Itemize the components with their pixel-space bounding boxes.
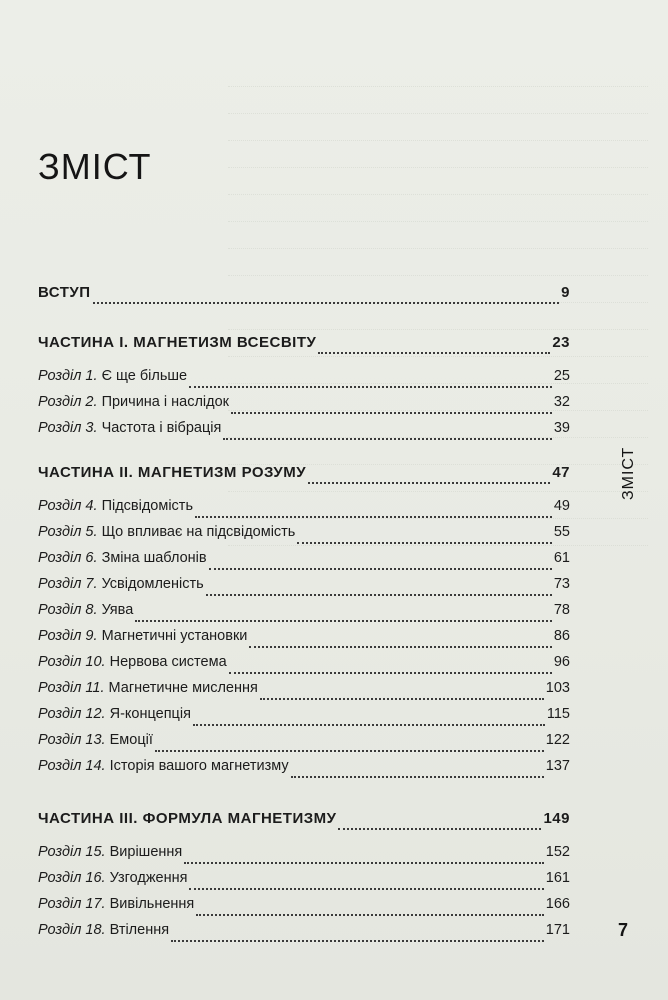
dot-leader	[231, 398, 552, 414]
entry-title: Є ще більше	[101, 368, 188, 384]
entry-page-number: 78	[553, 602, 570, 618]
entry-page-number: 23	[552, 334, 570, 351]
dot-leader	[338, 814, 541, 830]
entry-title: Магнетичне мислення	[108, 680, 258, 696]
entry-title: Історія вашого магнетизму	[109, 758, 289, 774]
dot-leader	[206, 580, 552, 596]
chapter-prefix: Розділ 17.	[38, 896, 106, 912]
toc-chapter-entry	[38, 922, 570, 946]
entry-title: ВСТУП	[38, 284, 91, 301]
dot-leader	[260, 684, 544, 700]
toc-entry-label	[38, 870, 187, 886]
entry-page-number: 115	[546, 706, 570, 722]
entry-page-number: 171	[545, 922, 570, 938]
toc-chapter-entry	[38, 844, 570, 868]
toc-chapter-entry	[38, 576, 570, 600]
toc-chapter-entry	[38, 368, 570, 392]
entry-page-number: 161	[545, 870, 570, 886]
page-title: ЗМІСТ	[38, 146, 152, 187]
entry-page-number: 96	[553, 654, 570, 670]
toc-entry-label	[38, 844, 182, 860]
dot-leader	[195, 502, 552, 518]
dot-leader	[196, 900, 544, 916]
entry-page-number: 166	[545, 896, 570, 912]
entry-title: Що впливає на підсвідомість	[101, 524, 296, 540]
dot-leader	[229, 658, 552, 674]
toc-chapter-entry	[38, 680, 570, 704]
chapter-prefix: Розділ 3.	[38, 420, 98, 436]
entry-page-number: 49	[553, 498, 570, 514]
entry-title: ЧАСТИНА ІІ. МАГНЕТИЗМ РОЗУМУ	[38, 464, 307, 481]
toc-chapter-entry	[38, 498, 570, 522]
entry-page-number: 122	[545, 732, 570, 748]
chapter-prefix: Розділ 18.	[38, 922, 106, 938]
entry-title: Частота і вібрація	[101, 420, 222, 436]
entry-title: Я-концепція	[109, 706, 191, 722]
chapter-prefix: Розділ 1.	[38, 368, 98, 384]
chapter-prefix: Розділ 2.	[38, 394, 98, 410]
entry-page-number: 9	[561, 284, 570, 301]
toc-entry-label	[38, 758, 289, 774]
dot-leader	[223, 424, 552, 440]
toc-entry-label	[38, 628, 247, 644]
entry-title: Усвідомленість	[101, 576, 204, 592]
toc-entry-label	[38, 732, 153, 748]
dot-leader	[189, 372, 552, 388]
toc-entry-label	[38, 284, 91, 301]
entry-page-number: 39	[553, 420, 570, 436]
entry-page-number: 47	[552, 464, 570, 481]
chapter-prefix: Розділ 7.	[38, 576, 98, 592]
toc-chapter-entry	[38, 628, 570, 652]
chapter-prefix: Розділ 8.	[38, 602, 98, 618]
dot-leader	[93, 288, 560, 304]
dot-leader	[291, 762, 544, 778]
dot-leader	[209, 554, 552, 570]
toc-chapter-entry	[38, 394, 570, 418]
entry-title: Емоції	[109, 732, 153, 748]
toc-part-entry	[38, 334, 570, 358]
entry-title: Магнетичні установки	[101, 628, 248, 644]
toc-entry-label	[38, 464, 306, 481]
toc-entry-label	[38, 550, 207, 566]
toc-chapter-entry	[38, 524, 570, 548]
toc-entry-label	[38, 602, 133, 618]
entry-page-number: 73	[553, 576, 570, 592]
chapter-prefix: Розділ 12.	[38, 706, 106, 722]
toc-entry-label	[38, 810, 336, 827]
entry-title: Зміна шаблонів	[101, 550, 207, 566]
toc-entry-label	[38, 706, 191, 722]
dot-leader	[189, 874, 543, 890]
entry-title: Вирішення	[109, 844, 183, 860]
chapter-prefix: Розділ 6.	[38, 550, 98, 566]
dot-leader	[249, 632, 551, 648]
toc-entry-label	[38, 498, 193, 514]
entry-page-number: 149	[543, 810, 570, 827]
toc-entry-label	[38, 896, 194, 912]
toc-part-entry	[38, 810, 570, 834]
chapter-prefix: Розділ 15.	[38, 844, 106, 860]
toc-chapter-entry	[38, 550, 570, 574]
toc-part-entry	[38, 464, 570, 488]
toc-part-entry	[38, 284, 570, 308]
toc-entry-label	[38, 654, 227, 670]
entry-page-number: 25	[553, 368, 570, 384]
dot-leader	[171, 926, 544, 942]
toc-entry-label	[38, 524, 295, 540]
dot-leader	[318, 338, 550, 354]
dot-leader	[193, 710, 545, 726]
toc-entry-label	[38, 334, 316, 351]
entry-page-number: 103	[545, 680, 570, 696]
running-head-vertical: ЗМІСТ	[620, 446, 637, 500]
toc-chapter-entry	[38, 870, 570, 894]
entry-title: Уява	[101, 602, 134, 618]
toc-entry-label	[38, 576, 204, 592]
entry-page-number: 32	[553, 394, 570, 410]
chapter-prefix: Розділ 10.	[38, 654, 106, 670]
toc-chapter-entry	[38, 706, 570, 730]
page-number: 7	[618, 920, 629, 940]
chapter-prefix: Розділ 11.	[38, 680, 105, 696]
toc-entry-label	[38, 394, 229, 410]
toc-chapter-entry	[38, 758, 570, 782]
dot-leader	[155, 736, 544, 752]
entry-title: Підсвідомість	[101, 498, 194, 514]
entry-page-number: 55	[553, 524, 570, 540]
chapter-prefix: Розділ 9.	[38, 628, 98, 644]
entry-page-number: 86	[553, 628, 570, 644]
toc-chapter-entry	[38, 602, 570, 626]
dot-leader	[297, 528, 551, 544]
entry-page-number: 61	[553, 550, 570, 566]
dot-leader	[135, 606, 552, 622]
chapter-prefix: Розділ 5.	[38, 524, 98, 540]
entry-title: Втілення	[109, 922, 170, 938]
toc-entry-label	[38, 680, 258, 696]
toc-entry-label	[38, 922, 169, 938]
entry-title: Нервова система	[109, 654, 227, 670]
toc-chapter-entry	[38, 732, 570, 756]
entry-title: Причина і наслідок	[101, 394, 230, 410]
entry-page-number: 137	[545, 758, 570, 774]
entry-title: Вивільнення	[109, 896, 195, 912]
chapter-prefix: Розділ 13.	[38, 732, 106, 748]
entry-title: ЧАСТИНА ІІІ. ФОРМУЛА МАГНЕТИЗМУ	[38, 810, 337, 827]
toc-entry-label	[38, 420, 221, 436]
entry-page-number: 152	[545, 844, 570, 860]
chapter-prefix: Розділ 4.	[38, 498, 98, 514]
dot-leader	[184, 848, 544, 864]
chapter-prefix: Розділ 14.	[38, 758, 106, 774]
entry-title: Узгодження	[109, 870, 188, 886]
toc-chapter-entry	[38, 420, 570, 444]
toc-chapter-entry	[38, 654, 570, 678]
entry-title: ЧАСТИНА І. МАГНЕТИЗМ ВСЕСВІТУ	[38, 334, 317, 351]
dot-leader	[308, 468, 550, 484]
chapter-prefix: Розділ 16.	[38, 870, 106, 886]
toc-chapter-entry	[38, 896, 570, 920]
toc-entry-label	[38, 368, 187, 384]
